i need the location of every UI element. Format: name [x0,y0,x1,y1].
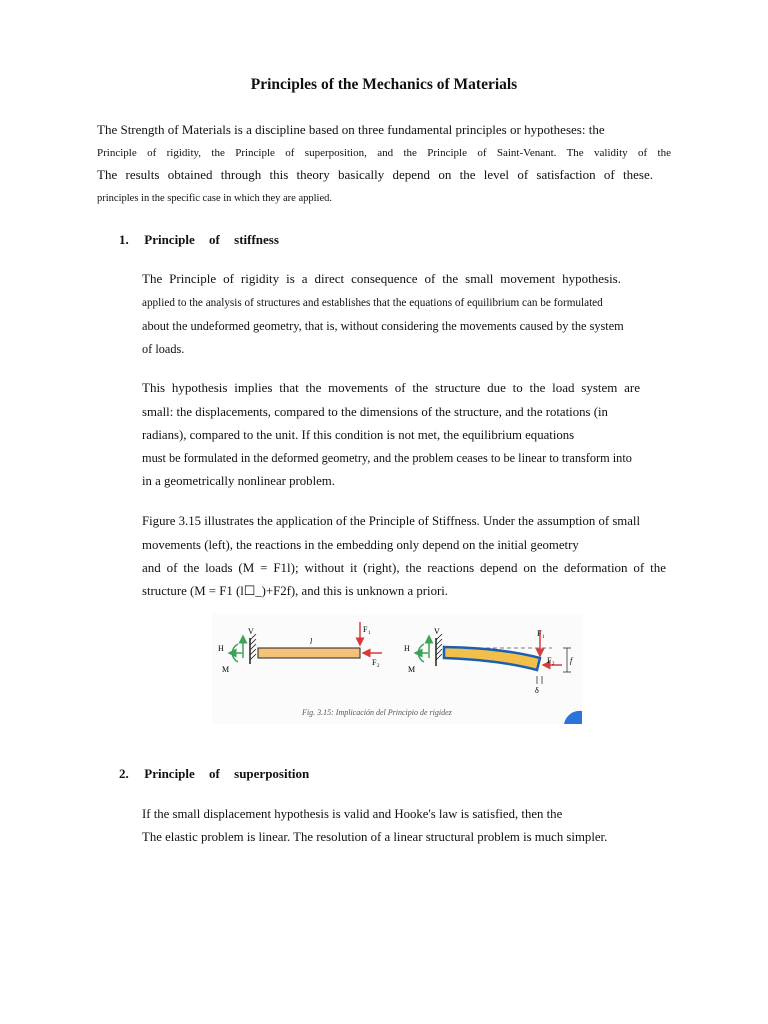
intro-line: The results obtained through this theory basically depend on the level of satisfaction of these. [97,167,653,182]
intro-line: principles in the specific case in which they are applied. [97,193,332,204]
section-number: 2. [119,766,129,781]
heading-word: Principle [144,766,195,781]
label-f2: F [547,656,552,665]
label-f1-sub: 1 [542,635,545,640]
paragraph-line: must be formulated in the deformed geometry, and the problem ceases to be linear to transform into [142,451,632,465]
heading-word: Principle [144,232,195,247]
heading-word: of [209,232,220,247]
beam [258,648,360,658]
intro-line: Principle of rigidity, the Principle of superposition, and the Principle of Saint-Venant. The validity of the [97,147,671,159]
label-f2: F [372,658,377,667]
heading-word: of [209,766,220,781]
paragraph-line: in a geometrically nonlinear problem. [142,474,335,488]
section-number: 1. [119,232,129,247]
page-title: Principles of the Mechanics of Materials [250,76,518,93]
paragraph-line: If the small displacement hypothesis is valid and Hooke's law is satisfied, then the [142,807,563,821]
paragraph-line: about the undeformed geometry, that is, without considering the movements caused by the system [142,319,624,333]
paragraph-line: and of the loads (M = F1l); without it (right), the reactions depend on the deformation of the [142,560,666,575]
paragraph-line: Figure 3.15 illustrates the application of the Principle of Stiffness. Under the assumption of small [142,514,641,528]
paragraph-line: small: the displacements, compared to the dimensions of the structure, and the rotations (in [142,405,608,419]
paragraph-line: This hypothesis implies that the movements of the structure due to the load system are [142,380,640,395]
label-f1-sub: 1 [368,631,371,636]
paragraph-line: The elastic problem is linear. The resolution of a linear structural problem is much simpler. [142,830,608,844]
label-f: f [570,656,573,665]
paragraph-line: applied to the analysis of structures and establishes that the equations of equilibrium can be formulated [142,297,603,309]
label-h: H [218,644,224,653]
label-f1: F [363,625,368,634]
paragraph-line: The Principle of rigidity is a direct consequence of the small movement hypothesis. [142,271,621,286]
section-heading-superposition [119,766,309,782]
label-f2-sub: 2 [377,664,380,669]
label-h: H [404,644,410,653]
paragraph-line: radians), compared to the unit. If this condition is not met, the equilibrium equations [142,428,575,442]
section-heading-stiffness [119,232,279,248]
figure-rigidity-diagram [212,614,582,724]
paragraph-line: of loads. [142,342,185,356]
label-v: V [248,627,254,636]
label-l: l [310,637,313,646]
label-m: M [408,665,416,674]
heading-word: superposition [234,766,310,781]
paragraph-line: movements (left), the reactions in the embedding only depend on the initial geometry [142,538,579,552]
figure-caption: Fig. 3.15: Implicación del Principio de rigidez [302,708,452,717]
label-delta: δ [535,686,539,695]
label-m: M [222,665,230,674]
intro-line: The Strength of Materials is a discipline based on three fundamental principles or hypotheses: the [97,122,605,137]
paragraph-line: structure (M = F1 (l☐_)+F2f), and this is unknown a priori. [142,584,448,598]
heading-word: stiffness [234,232,279,247]
label-f1: F [537,629,542,638]
label-f2-sub: 2 [552,662,555,667]
label-v: V [434,627,440,636]
